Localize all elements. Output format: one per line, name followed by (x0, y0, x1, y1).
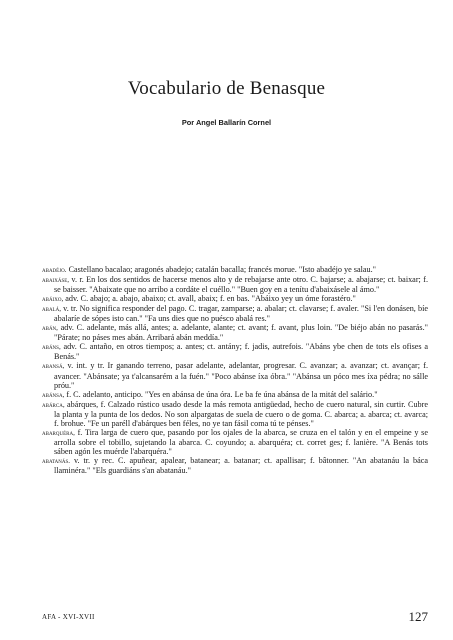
entry-headword: abansá, (42, 362, 65, 371)
dictionary-entry (42, 342, 428, 361)
entry-definition: v. r. En los dos sentidos de hacerse menos alto y de rebajarse ante otro. C. bajarse; a. abajarse; ct. baixar; f. se baisser. "Abaixate que no arribo a cordáte el cuéllo." "Buen goy en a tenítu d'abaixásele al ámo." (54, 275, 428, 295)
dictionary-entry (42, 294, 428, 304)
entry-headword: abárca, (42, 400, 65, 409)
dictionary-entry (42, 304, 428, 323)
dictionary-entry (42, 456, 428, 475)
vocabulary-entries (42, 265, 428, 475)
dictionary-entry (42, 390, 428, 400)
dictionary-entry (42, 265, 428, 275)
dictionary-entry (42, 428, 428, 456)
entry-definition: v. tr. No significa responder del pago. C. tragar, zamparse; a. abalar; ct. clavarse; f. avaler. "Si l'en donásen, bíe abalaríe de sópes isto can." "Fa uns dies que no puésco abalá res." (54, 304, 428, 324)
entry-definition: v. tr. y rec. C. apuñear, apalear, batanear; a. batanar; ct. apallisar; f. bâtonner. "An abatanáu la báca llaminéra." "Els guardiáns s'an abatanáu." (54, 455, 428, 475)
dictionary-entry (42, 400, 428, 428)
entry-headword: abalá, (42, 305, 61, 314)
entry-definition: v. int. y tr. Ir ganando terreno, pasar adelante, adelantar, progresar. C. avanzar; a. avanzar; ct. avançar; f. avancer. "Abánsate; ya t'alcansarém a la fuén." "Poco abánse íxa óbra." "Abánsa un póco mes íxa pédra; no sálle próu." (54, 361, 428, 390)
entry-headword: abatanás. (42, 456, 71, 465)
journal-reference: AFA - XVI-XVII (42, 613, 95, 621)
entry-definition: adv. C. adelante, más allá, antes; a. adelante, alante; ct. avant; f. avant, plus loin. "De biéjo abán no pasarás." "Párate; no páses mes abán. Arribará abán meddía." (54, 323, 428, 343)
dictionary-entry (42, 323, 428, 342)
entry-definition: f. Tira larga de cuero que, pasando por los ojales de la abarca, se cruza en el talón y en el empeine y se arrolla sobre el tobillo, sujetando la abarca. C. coyundo; a. abarquéra; ct. corret ges; f. lanière. "A Benás tots sáben agón les muérde l'abarquéra." (54, 427, 428, 456)
entry-headword: abánsa, (42, 390, 65, 399)
entry-headword: abaixáse, (42, 276, 70, 285)
entry-definition: Castellano bacalao; aragonés abadejo; catalán bacalla; francés morue. "Isto abadéjo ye salau." (66, 265, 377, 274)
entry-headword: abáns, (42, 343, 61, 352)
article-title: Vocabulario de Benasque (127, 78, 326, 99)
entry-definition: f. C. adelanto, anticipo. "Yes en abánsa de úna óra. Le ba fe úna abánsa de la mitát del salário." (64, 389, 378, 399)
page-number: 127 (408, 609, 428, 624)
entry-headword: abadéjo. (42, 266, 67, 274)
entry-headword: abán, (42, 324, 58, 333)
dictionary-entry (42, 275, 428, 294)
entry-headword: abáixo, (42, 295, 64, 304)
entry-definition: abárques, f. Calzado rústico usado desde la más remota antigüedad, hecho de cuero natural, sin curtir. Cubre la planta y la punta de los dedos. No son alpargatas de suela de cuero o de goma. C. abarca; a. abarca; ct. avarca; f. brohue. "Fe un paréll d'abárques ben féles, no ye tan fásil coma tú te pénses." (54, 399, 428, 428)
dictionary-entry (42, 361, 428, 389)
entry-definition: adv. C. antaño, en otros tiempos; a. antes; ct. antány; f. jadis, autrefois. "Abáns ybe chen de tots els ofises a Benás." (54, 342, 428, 362)
entry-headword: abarquéra, (42, 428, 75, 437)
article-author: Por Angel Ballarín Cornel (181, 118, 272, 127)
entry-definition: adv. C. abajo; a. abajo, abaixo; ct. avall, abaix; f. en bas. "Abáixo yey un óme forastéro." (63, 294, 356, 304)
